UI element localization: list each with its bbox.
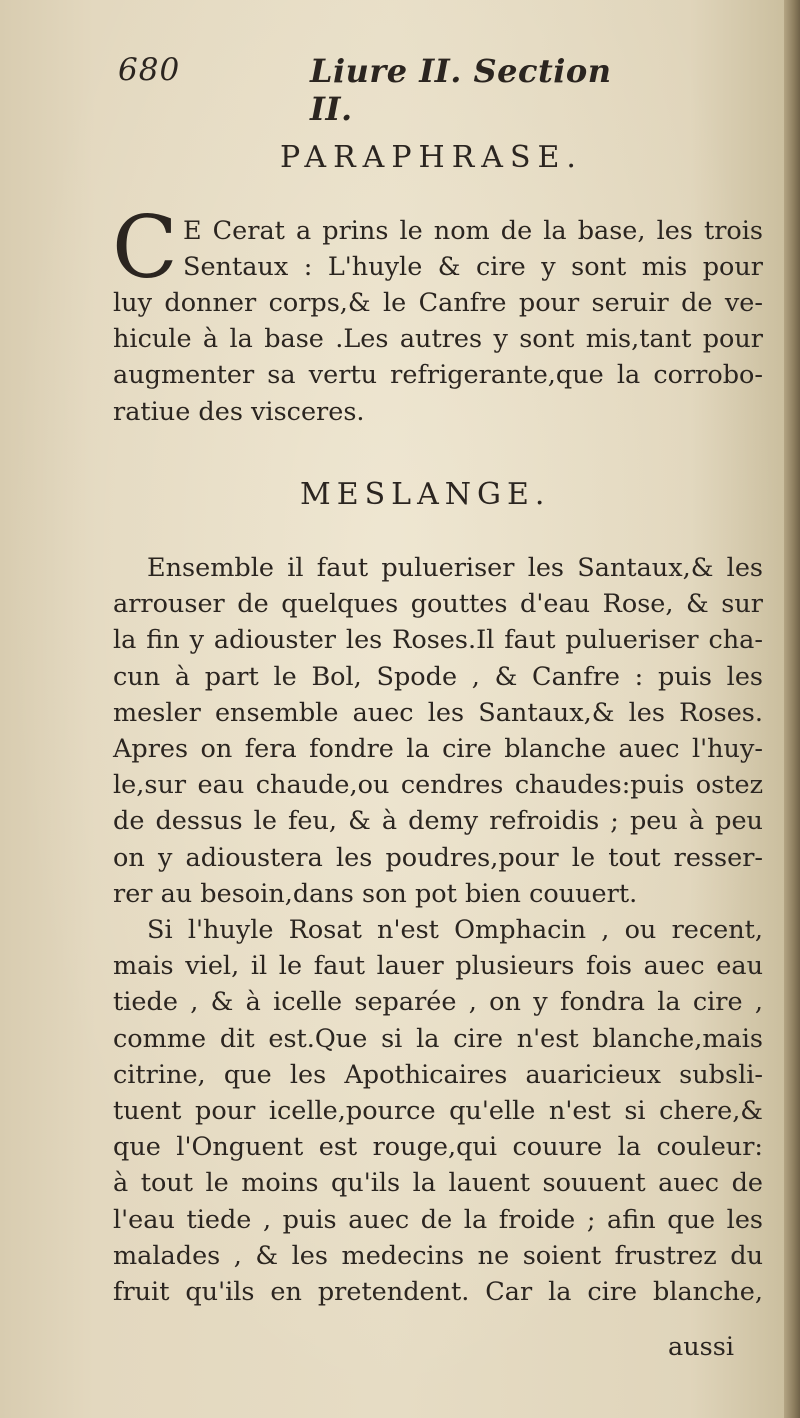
section-heading-meslange: MESLANGE.: [300, 477, 551, 512]
running-head: Liure II. Section II.: [310, 52, 612, 128]
text-line: tiede , & à icelle separée , on y fondra la cire ,: [113, 987, 763, 1018]
page-edge: [784, 0, 800, 1418]
text-line: luy donner corps,& le Canfre pour seruir de ve-: [113, 288, 763, 318]
text-line: mesler ensemble auec les Santaux,& les Roses.: [113, 697, 763, 728]
catchword: aussi: [668, 1332, 734, 1362]
paraphrase-lines-first: [183, 213, 763, 285]
text-line: E Cerat a prins le nom de la base, les trois: [183, 216, 763, 246]
paraphrase-lines-rest: [113, 285, 763, 430]
text-line: arrouser de quelques gouttes d'eau Rose, & sur: [113, 589, 763, 620]
text-line: la fin y adiouster les Roses.Il faut pulueriser cha-: [113, 625, 763, 656]
text-line: tuent pour icelle,pource qu'elle n'est si chere,&: [113, 1096, 763, 1127]
text-line: le,sur eau chaude,ou cendres chaudes:puis ostez: [113, 770, 763, 801]
text-line: mais viel, il le faut lauer plusieurs fois auec eau: [113, 951, 763, 982]
text-line: rer au besoin,dans son pot bien couuert.: [113, 878, 638, 909]
text-line: que l'Onguent est rouge,qui couure la couleur:: [113, 1132, 763, 1163]
text-line: l'eau tiede , puis auec de la froide ; afin que les: [113, 1204, 763, 1235]
text-line: fruit qu'ils en pretendent. Car la cire blanche,: [113, 1277, 763, 1308]
page-header: [118, 52, 638, 128]
section-heading-paraphrase: PARAPHRASE.: [280, 140, 583, 175]
text-line: on y adioustera les poudres,pour le tout resser-: [113, 842, 763, 873]
text-line: hicule à la base .Les autres y sont mis,tant pour: [113, 324, 763, 355]
text-line: Si l'huyle Rosat n'est Omphacin , ou recent,: [147, 915, 763, 946]
text-line: malades , & les medecins ne soient frustrez du: [113, 1240, 763, 1271]
text-line: ratiue des visceres.: [113, 396, 365, 427]
text-line: de dessus le feu, & à demy refroidis ; peu à peu: [113, 806, 763, 837]
text-line: Ensemble il faut pulueriser les Santaux,& les: [147, 553, 763, 583]
text-line: comme dit est.Que si la cire n'est blanche,mais: [113, 1023, 763, 1054]
text-line: augmenter sa vertu refrigerante,que la corrobo-: [113, 360, 763, 391]
text-line: Sentaux : L'huyle & cire y sont mis pour: [183, 252, 763, 283]
drop-cap: C: [112, 198, 178, 298]
text-line: cun à part le Bol, Spode , & Canfre : puis les: [113, 661, 763, 692]
text-line: à tout le moins qu'ils la lauent souuent auec de: [113, 1168, 763, 1199]
text-line: citrine, que les Apothicaires auaricieux subsli-: [113, 1059, 763, 1090]
meslange-paragraph-1: [113, 550, 763, 1310]
text-line: Apres on fera fondre la cire blanche auec l'huy-: [113, 734, 763, 765]
page-number: 680: [118, 52, 181, 88]
